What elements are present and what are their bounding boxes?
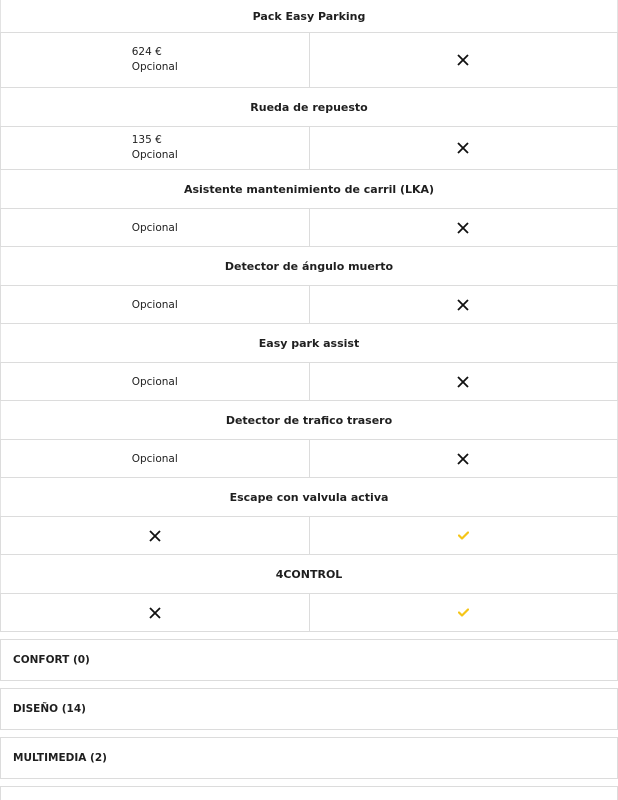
feature-value-cell [310,362,618,401]
feature-title-text: 4CONTROL [275,567,343,581]
feature-title [0,401,618,439]
option-status-text: Opcional [131,375,178,388]
category-multimedia[interactable] [0,737,618,779]
cross-icon [457,222,469,234]
feature-value-cell [310,208,618,247]
feature-value-cell [0,516,310,555]
category-diseno[interactable] [0,688,618,730]
feature-value-cell [310,285,618,324]
cross-icon [457,453,469,465]
feature-title-text: Easy park assist [258,336,360,350]
feature-value-cell [0,593,310,632]
feature-title [0,88,618,126]
feature-value-cell [310,126,618,170]
feature-title-text: Rueda de repuesto [250,100,368,114]
option-status-text: Opcional [131,61,178,73]
feature-title-text: Pack Easy Parking [252,9,366,23]
feature-values-row [0,439,618,478]
feature-title [0,324,618,362]
feature-value-cell [0,126,310,170]
feature-values-row [0,208,618,247]
feature-values-row [0,362,618,401]
feature-title-text: Detector de trafico trasero [225,413,393,427]
feature-title-text: Escape con valvula activa [229,490,389,504]
cross-icon [457,376,469,388]
feature-title-text: Detector de ángulo muerto [224,259,394,273]
feature-value-cell [310,516,618,555]
feature-title [0,170,618,208]
feature-title [0,247,618,285]
check-icon [458,531,469,540]
feature-value-cell [310,439,618,478]
feature-value-cell [0,32,310,88]
feature-values-row [0,32,618,88]
feature-value-cell [0,208,310,247]
feature-values-row [0,593,618,632]
feature-title [0,555,618,593]
category-label: CONFORT (0) [13,654,90,666]
cross-icon [457,54,469,66]
option-status-text: Opcional [131,149,178,161]
feature-title-text: Asistente mantenimiento de carril (LKA) [183,182,435,196]
cross-icon [457,142,469,154]
feature-value-cell [310,593,618,632]
price-text: 624 € [131,46,162,58]
feature-value-cell [310,32,618,88]
category-next[interactable] [0,786,618,800]
feature-values-row [0,516,618,555]
option-status-text: Opcional [131,221,178,234]
price-text: 135 € [131,134,162,146]
feature-value-cell [0,362,310,401]
option-status-text: Opcional [131,452,178,465]
feature-values-row [0,126,618,170]
feature-values-row [0,285,618,324]
cross-icon [149,607,161,619]
check-icon [458,608,469,617]
category-label: DISEÑO (14) [13,703,86,715]
category-confort[interactable] [0,639,618,681]
feature-value-cell [0,285,310,324]
option-status-text: Opcional [131,298,178,311]
category-label: MULTIMEDIA (2) [13,752,107,764]
cross-icon [149,530,161,542]
feature-title [0,478,618,516]
cross-icon [457,299,469,311]
feature-title [0,0,618,32]
feature-value-cell [0,439,310,478]
